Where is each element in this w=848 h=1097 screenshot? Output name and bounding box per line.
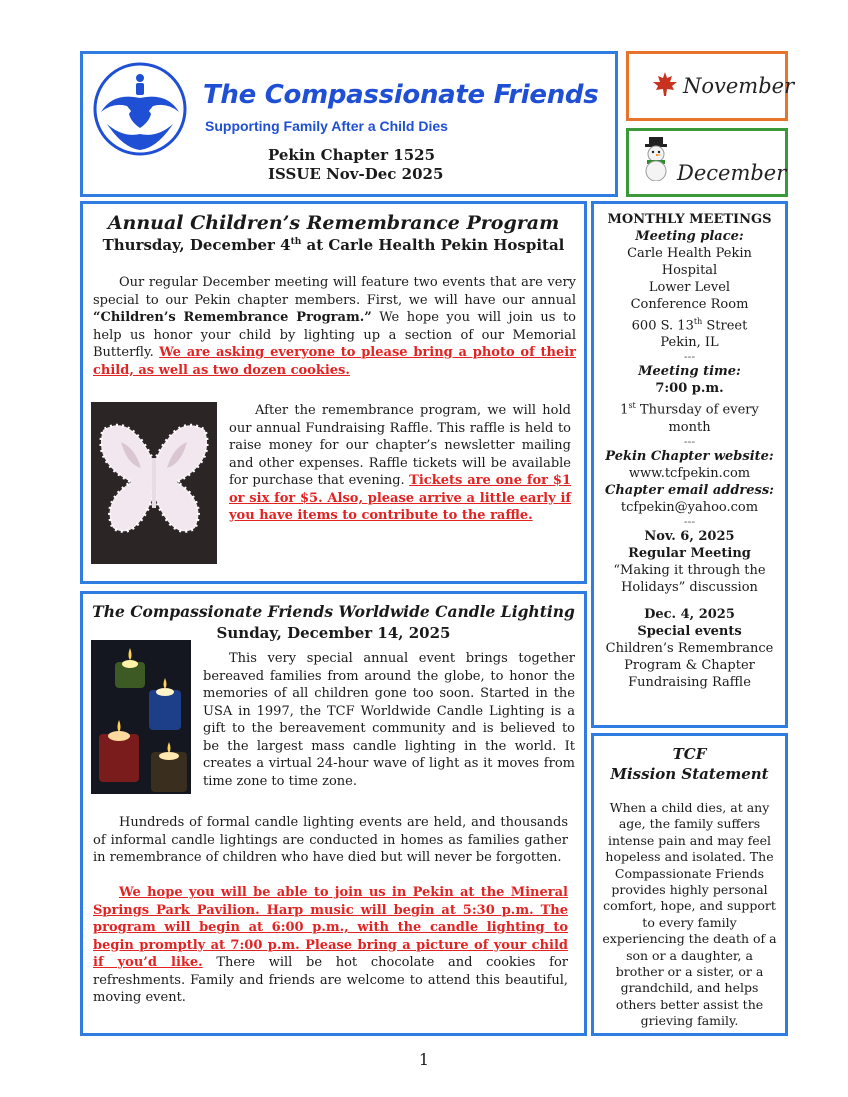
nov-type: Regular Meeting bbox=[628, 545, 751, 561]
street-address bbox=[594, 313, 785, 334]
dec-desc: Children’s Remembrance bbox=[605, 640, 774, 656]
subtitle-date: Thursday, December 4 bbox=[102, 236, 291, 254]
meeting-day bbox=[594, 397, 785, 418]
subtitle-sup: th bbox=[290, 237, 302, 247]
email-label: Chapter email address: bbox=[605, 482, 774, 498]
raffle-paragraph bbox=[229, 402, 571, 525]
place-label: Meeting place: bbox=[635, 229, 744, 244]
dec-desc: Program & Chapter bbox=[624, 657, 755, 673]
p3-text: There will be hot chocolate and cookies for refreshments. Family and friends are welcome to attend this beautiful, moving event. bbox=[93, 955, 568, 1005]
maple-leaf-icon bbox=[651, 70, 679, 98]
december-box bbox=[626, 128, 788, 197]
mission-statement-box bbox=[591, 733, 788, 1036]
p2-text: After the remembrance program, we will hold our annual Fundraising Raffle. This raffle is held to raise money for our chapter’s newsletter mailing and other expenses. Raffle tickets will be available for purchase that evening. bbox=[229, 403, 571, 488]
candle-title: The Compassionate Friends Worldwide Candle Lighting bbox=[92, 602, 575, 621]
candle-lighting-article bbox=[80, 591, 587, 1036]
street-number: 600 S. 13 bbox=[631, 318, 694, 334]
candles-photo bbox=[91, 640, 191, 794]
nov-date: Nov. 6, 2025 bbox=[644, 528, 735, 544]
meeting-day-2: month bbox=[668, 419, 711, 435]
monthly-meetings-box bbox=[591, 201, 788, 728]
chapter-info bbox=[268, 146, 443, 184]
mission-title bbox=[594, 744, 785, 784]
candle-paragraph-3 bbox=[93, 884, 568, 1007]
meetings-heading: MONTHLY MEETINGS bbox=[607, 212, 772, 227]
november-label: November bbox=[683, 74, 795, 98]
candle-subtitle: Sunday, December 14, 2025 bbox=[216, 624, 451, 642]
snowman-icon bbox=[641, 137, 671, 181]
time-label: Meeting time: bbox=[638, 364, 741, 380]
city: Pekin, IL bbox=[660, 335, 719, 351]
place-line: Lower Level bbox=[648, 280, 731, 295]
november-box bbox=[626, 51, 795, 121]
day-sup: st bbox=[628, 401, 636, 411]
remembrance-article bbox=[80, 201, 587, 584]
street-sup: th bbox=[693, 317, 703, 326]
butterfly-photo bbox=[91, 402, 217, 564]
tcf-logo-icon bbox=[93, 62, 187, 156]
mission-title-line-1: TCF bbox=[672, 745, 707, 763]
page-number: 1 bbox=[418, 1050, 430, 1069]
dec-desc: Fundraising Raffle bbox=[628, 674, 751, 690]
day-number: 1 bbox=[620, 402, 629, 418]
divider: --- bbox=[683, 350, 696, 364]
dec-type: Special events bbox=[637, 623, 742, 639]
candle-paragraph-1: This very special annual event brings together bereaved families from around the globe, to honor the memories of all children gone too soon. Started in the USA in 1997, the TCF Worldwide Candle Lighting is a gift to the bereavement community and is believed to be the largest mass candle lighting in the world. It creates a virtual 24-hour wave of light as it moves from time zone to time zone. bbox=[203, 651, 575, 789]
mission-title-line-2: Mission Statement bbox=[610, 765, 769, 783]
subtitle-place: at Carle Health Pekin Hospital bbox=[301, 236, 565, 254]
remembrance-subtitle bbox=[83, 236, 584, 254]
place-line: Hospital bbox=[661, 263, 718, 278]
december-label: December bbox=[677, 161, 787, 185]
p1-text-b: We hope you will join us to help us honor your child by lighting up a section of our Memorial Butterfly. bbox=[93, 310, 577, 360]
header-box bbox=[80, 51, 618, 197]
p1-program-name: “Children’s Remembrance Program.” bbox=[93, 310, 372, 325]
org-name: The Compassionate Friends bbox=[203, 80, 599, 110]
issue-label: ISSUE Nov-Dec 2025 bbox=[268, 165, 444, 183]
remembrance-paragraph-1 bbox=[93, 274, 576, 379]
street-word: Street bbox=[702, 318, 748, 334]
website-label: Pekin Chapter website: bbox=[605, 448, 774, 464]
mission-text: When a child dies, at any age, the family suffers intense pain and may feel hopeless and isolated. The Compassionate Friends provides highly personal comfort, hope, and support to every family experiencing the death of a son or a daughter, a brother or a sister, or a grandchild, and helps others better assist the grieving family. bbox=[602, 800, 777, 1029]
divider: --- bbox=[683, 434, 696, 448]
candle-paragraph-2: Hundreds of formal candle lighting events are held, and thousands of informal candle lightings are conducted in homes as families gather in remembrance of children who have died but will never be forgotten. bbox=[93, 815, 568, 865]
remembrance-title: Annual Children’s Remembrance Program bbox=[107, 212, 560, 234]
p1-text-a: Our regular December meeting will feature two events that are very special to our Pekin chapter members. First, we will have our annual bbox=[93, 275, 576, 308]
day-text: Thursday of every bbox=[635, 402, 759, 418]
place-line: Conference Room bbox=[630, 297, 749, 312]
dec-date: Dec. 4, 2025 bbox=[644, 606, 735, 622]
nov-desc: “Making it through the bbox=[613, 562, 766, 578]
meeting-time: 7:00 p.m. bbox=[655, 381, 724, 397]
org-tagline: Supporting Family After a Child Dies bbox=[205, 118, 448, 134]
divider: --- bbox=[683, 514, 696, 528]
place-line: Carle Health Pekin bbox=[627, 246, 752, 261]
website-link[interactable]: www.tcfpekin.com bbox=[628, 465, 751, 481]
nov-desc: Holidays” discussion bbox=[621, 579, 758, 595]
p1-request-red: We are asking everyone to please bring a photo of their child, as well as two dozen cookies. bbox=[93, 345, 576, 378]
chapter-name: Pekin Chapter 1525 bbox=[268, 146, 436, 164]
p2-tickets-red: Tickets are one for $1 or six for $5. Also, please arrive a little early if you have items to contribute to the raffle. bbox=[229, 473, 571, 523]
email-link[interactable]: tcfpekin@yahoo.com bbox=[620, 499, 759, 515]
p3-event-red: We hope you will be able to join us in Pekin at the Mineral Springs Park Pavilion. Harp music will begin at 5:30 p.m. The program will begin at 6:00 p.m., with the candle lighting to begin promptly at 7:00 p.m. Please bring a picture of your child if you’d like. bbox=[93, 885, 568, 970]
